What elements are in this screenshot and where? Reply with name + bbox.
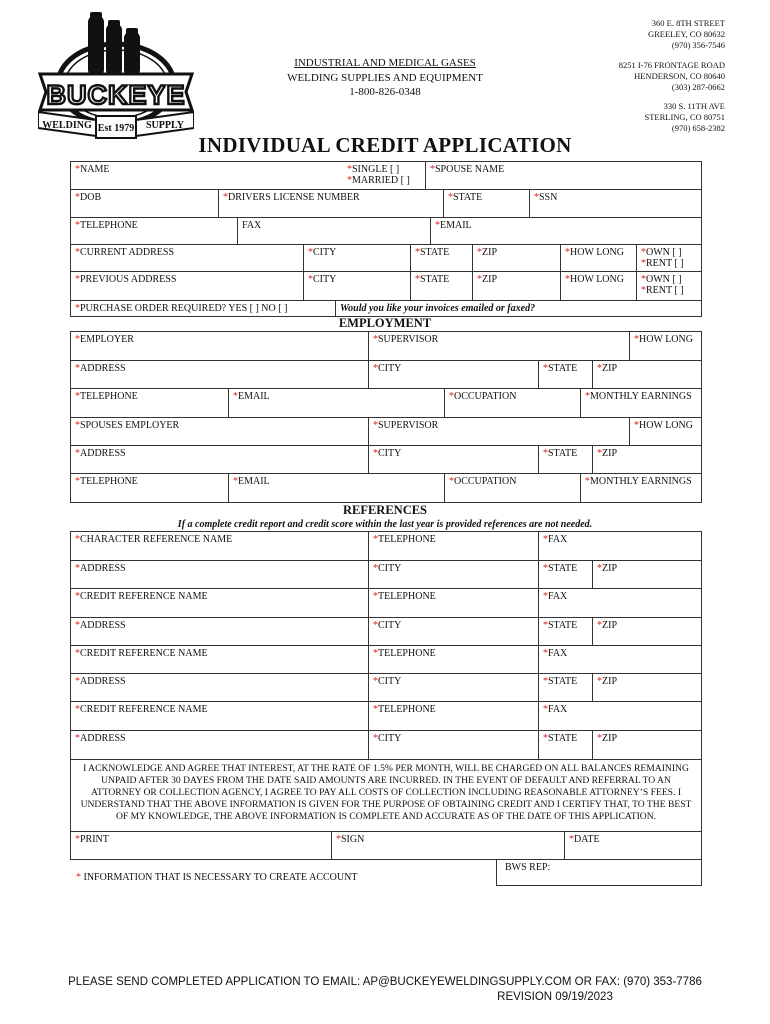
telephone-field[interactable]: *TELEPHONE	[75, 220, 138, 231]
location-sterling	[525, 101, 725, 134]
required-asterisk: *	[597, 733, 602, 744]
applicant-row-current-address	[70, 244, 702, 272]
required-asterisk: *	[543, 591, 548, 602]
required-asterisk: *	[477, 274, 482, 285]
employer-how-long-field[interactable]: *HOW LONG	[629, 332, 701, 360]
reference-row-credit-3	[70, 701, 702, 731]
required-asterisk: *	[373, 591, 378, 602]
required-asterisk: *	[435, 220, 440, 231]
required-asterisk: *	[373, 334, 378, 345]
drivers-license-field[interactable]: *DRIVERS LICENSE NUMBER	[218, 190, 443, 217]
credit-reference-2-name-field[interactable]: *CREDIT REFERENCE NAME	[75, 648, 208, 659]
required-asterisk: *	[569, 834, 574, 845]
location-phone: (970) 658-2382	[671, 123, 725, 133]
required-asterisk: *	[75, 274, 80, 285]
credit-reference-1-state-field[interactable]: *STATE	[538, 618, 592, 645]
required-asterisk: *	[565, 247, 570, 258]
required-asterisk: *	[534, 192, 539, 203]
current-city-field[interactable]: *CITY	[303, 245, 410, 271]
required-asterisk: *	[373, 620, 378, 631]
previous-zip-field[interactable]: *ZIP	[472, 272, 560, 300]
employer-email-field[interactable]: *EMAIL	[228, 389, 444, 417]
company-description	[270, 56, 500, 100]
required-asterisk: *	[543, 676, 548, 687]
print-name-field[interactable]: *PRINT	[75, 834, 109, 845]
required-asterisk: *	[373, 420, 378, 431]
spouse-name-field[interactable]: *SPOUSE NAME	[425, 162, 701, 189]
required-asterisk: *	[597, 620, 602, 631]
required-asterisk: *	[373, 534, 378, 545]
location-phone: (970) 356-7546	[671, 40, 725, 50]
location-city: GREELEY, CO 80632	[647, 29, 725, 39]
character-reference-zip-field[interactable]: *ZIP	[592, 561, 701, 588]
required-asterisk: *	[543, 448, 548, 459]
bws-rep-label: BWS REP:	[505, 862, 551, 873]
page-title: INDIVIDUAL CREDIT APPLICATION	[198, 133, 572, 157]
required-asterisk: *	[75, 591, 80, 602]
required-asterisk: *	[75, 334, 80, 345]
required-asterisk: *	[430, 164, 435, 175]
reference-row-credit-2-address	[70, 673, 702, 702]
required-asterisk: *	[75, 391, 80, 402]
logo-left: WELDING	[42, 120, 92, 131]
location-henderson	[525, 60, 725, 93]
required-asterisk: *	[543, 704, 548, 715]
credit-reference-1-city-field[interactable]: *CITY	[368, 618, 538, 645]
credit-reference-1-address-field[interactable]: *ADDRESS	[75, 620, 126, 631]
required-asterisk: *	[634, 420, 639, 431]
required-asterisk: *	[75, 620, 80, 631]
spouse-zip-field[interactable]: *ZIP	[592, 446, 701, 473]
credit-reference-2-telephone-field[interactable]: *TELEPHONE	[368, 646, 538, 673]
required-asterisk: *	[75, 303, 80, 314]
footer-send-instructions: PLEASE SEND COMPLETED APPLICATION TO EMAIL: AP@BUCKEYEWELDINGSUPPLY.COM OR FAX: (970) 353-7786	[68, 976, 702, 988]
marital-status-field[interactable]: *SINGLE [ ] *MARRIED [ ]	[347, 164, 410, 186]
required-asterisk: *	[373, 448, 378, 459]
required-asterisk: *	[75, 534, 80, 545]
header-line2: WELDING SUPPLIES AND EQUIPMENT	[287, 71, 483, 84]
credit-reference-3-fax-field[interactable]: *FAX	[538, 702, 701, 730]
reference-row-credit-3-address	[70, 730, 702, 760]
header-phone: 1-800-826-0348	[349, 86, 421, 98]
required-asterisk: *	[448, 192, 453, 203]
footer-revision: REVISION 09/19/2023	[497, 991, 613, 1003]
ssn-field[interactable]: *SSN	[529, 190, 701, 217]
required-asterisk: *	[373, 648, 378, 659]
required-asterisk: *	[75, 192, 80, 203]
employment-heading: EMPLOYMENT	[338, 316, 432, 330]
current-state-field[interactable]: *STATE	[410, 245, 472, 271]
invoice-delivery-field[interactable]: Would you like your invoices emailed or faxed?	[335, 301, 701, 316]
employer-zip-field[interactable]: *ZIP	[592, 361, 701, 388]
required-asterisk: *	[585, 391, 590, 402]
reference-row-credit-1	[70, 588, 702, 618]
required-asterisk: *	[641, 258, 646, 269]
dl-state-field[interactable]: *STATE	[443, 190, 529, 217]
required-asterisk: *	[308, 247, 313, 258]
character-reference-fax-field[interactable]: *FAX	[538, 532, 701, 560]
character-reference-state-field[interactable]: *STATE	[538, 561, 592, 588]
required-asterisk: *	[477, 247, 482, 258]
required-asterisk: *	[373, 676, 378, 687]
character-reference-telephone-field[interactable]: *TELEPHONE	[368, 532, 538, 560]
spouse-email-field[interactable]: *EMAIL	[228, 474, 444, 502]
monthly-earnings-field[interactable]: *MONTHLY EARNINGS	[580, 389, 701, 417]
credit-reference-2-address-field[interactable]: *ADDRESS	[75, 676, 126, 687]
required-asterisk: *	[75, 676, 80, 687]
credit-reference-2-fax-field[interactable]: *FAX	[538, 646, 701, 673]
required-asterisk: *	[75, 363, 80, 374]
credit-reference-1-fax-field[interactable]: *FAX	[538, 589, 701, 617]
required-asterisk: *	[308, 274, 313, 285]
credit-reference-2-zip-field[interactable]: *ZIP	[592, 674, 701, 701]
required-asterisk: *	[347, 175, 352, 186]
required-asterisk: *	[233, 476, 238, 487]
required-asterisk: *	[597, 448, 602, 459]
references-heading: REFERENCES	[342, 503, 428, 517]
occupation-field[interactable]: *OCCUPATION	[444, 389, 580, 417]
required-asterisk: *	[641, 274, 646, 285]
applicant-row-previous-address	[70, 271, 702, 301]
location-street: 360 E. 8TH STREET	[651, 18, 725, 28]
spouse-monthly-earnings-field[interactable]: *MONTHLY EARNINGS	[580, 474, 701, 502]
dob-field[interactable]: *DOB	[75, 192, 102, 203]
required-asterisk: *	[543, 648, 548, 659]
required-asterisk: *	[373, 363, 378, 374]
spouse-city-field[interactable]: *CITY	[368, 446, 538, 473]
employment-row-address	[70, 360, 702, 389]
logo-est: Est 1979	[97, 123, 135, 134]
location-city: STERLING, CO 80751	[644, 112, 725, 122]
reference-row-credit-1-address	[70, 617, 702, 646]
required-asterisk: *	[75, 834, 80, 845]
required-note	[76, 872, 357, 883]
current-own-rent-field[interactable]: *OWN [ ] *RENT [ ]	[636, 245, 701, 271]
applicant-row-phone	[70, 217, 702, 245]
required-asterisk: *	[449, 476, 454, 487]
required-asterisk: *	[75, 733, 80, 744]
character-reference-name-field[interactable]: *CHARACTER REFERENCE NAME	[75, 534, 233, 545]
spouse-occupation-field[interactable]: *OCCUPATION	[444, 474, 580, 502]
required-asterisk: *	[75, 476, 80, 487]
bws-rep-box[interactable]	[496, 859, 702, 886]
credit-reference-1-name-field[interactable]: *CREDIT REFERENCE NAME	[75, 591, 208, 602]
current-how-long-field[interactable]: *HOW LONG	[560, 245, 636, 271]
required-asterisk: *	[75, 563, 80, 574]
required-asterisk: *	[543, 363, 548, 374]
reference-row-character-address	[70, 560, 702, 589]
credit-reference-1-zip-field[interactable]: *ZIP	[592, 618, 701, 645]
credit-reference-3-address-field[interactable]: *ADDRESS	[75, 733, 126, 744]
employer-state-field[interactable]: *STATE	[538, 361, 592, 388]
email-field[interactable]: *EMAIL	[430, 218, 701, 244]
name-field[interactable]: *NAME	[75, 164, 110, 175]
employer-city-field[interactable]: *CITY	[368, 361, 538, 388]
required-asterisk: *	[543, 563, 548, 574]
required-asterisk: *	[641, 247, 646, 258]
employment-row-spouse-address	[70, 445, 702, 474]
reference-row-credit-2	[70, 645, 702, 674]
required-asterisk: *	[585, 476, 590, 487]
employment-row-telephone	[70, 388, 702, 418]
previous-how-long-field[interactable]: *HOW LONG	[560, 272, 636, 300]
required-asterisk: *	[223, 192, 228, 203]
previous-state-field[interactable]: *STATE	[410, 272, 472, 300]
required-asterisk: *	[597, 563, 602, 574]
required-asterisk: *	[634, 334, 639, 345]
required-asterisk: *	[597, 363, 602, 374]
credit-reference-3-city-field[interactable]: *CITY	[368, 731, 538, 759]
location-phone: (303) 287-0662	[671, 82, 725, 92]
required-asterisk: *	[565, 274, 570, 285]
signature-row	[70, 831, 702, 860]
employment-row-employer	[70, 331, 702, 361]
spouse-telephone-field[interactable]: *TELEPHONE	[75, 476, 138, 487]
previous-own-rent-field[interactable]: *OWN [ ] *RENT [ ]	[636, 272, 701, 300]
credit-reference-3-telephone-field[interactable]: *TELEPHONE	[368, 702, 538, 730]
fax-field[interactable]: FAX	[237, 218, 430, 244]
legal-acknowledgement: I ACKNOWLEDGE AND AGREE THAT INTEREST, AT THE RATE OF 1.5% PER MONTH, WILL BE CHARGED ON ALL BALANCES REMAINING UNPAID AFTER 30 DAYES FROM THE DATE SAID AMOUNTS ARE INCURRED. IN THE EVENT OF DEFAULT AND REFERRAL TO AN ATTORNEY OR COLLECTION AGENCY, I AGREE TO PAY ALL COSTS OF COLLECTION INCLUDING REASONABLE ATTORNEY’S FEES. I UNDERSTAND THAT THE ABOVE INFORMATION IS GIVEN FOR THE PURPOSE OF OBTAINING CREDIT AND I CERTIFY THAT, TO THE BEST OF MY KNOWLEDGE, THE ABOVE INFORMATION IS COMPLETE AND ACCURATE AS OF THE DATE OF THIS APPLICATION.	[70, 759, 702, 833]
buckeye-logo	[38, 12, 194, 142]
character-reference-city-field[interactable]: *CITY	[368, 561, 538, 588]
date-field[interactable]: *DATE	[564, 832, 701, 859]
purchase-order-field[interactable]: *PURCHASE ORDER REQUIRED? YES [ ] NO [ ]	[75, 303, 288, 314]
credit-reference-2-city-field[interactable]: *CITY	[368, 674, 538, 701]
required-asterisk: *	[597, 676, 602, 687]
header-line1: INDUSTRIAL AND MEDICAL GASES	[294, 57, 476, 69]
employer-telephone-field[interactable]: *TELEPHONE	[75, 391, 138, 402]
applicant-row-po	[70, 300, 702, 317]
required-asterisk: *	[449, 391, 454, 402]
location-city: HENDERSON, CO 80640	[634, 71, 725, 81]
employer-field[interactable]: *EMPLOYER	[75, 334, 134, 345]
supervisor-field[interactable]: *SUPERVISOR	[368, 332, 629, 360]
current-zip-field[interactable]: *ZIP	[472, 245, 560, 271]
signature-field[interactable]: *SIGN	[331, 832, 564, 859]
spouse-supervisor-field[interactable]: *SUPERVISOR	[368, 418, 629, 445]
logo-right: SUPPLY	[146, 120, 184, 131]
credit-reference-3-state-field[interactable]: *STATE	[538, 731, 592, 759]
required-asterisk: *	[373, 563, 378, 574]
required-asterisk: *	[75, 704, 80, 715]
spouse-how-long-field[interactable]: *HOW LONG	[629, 418, 701, 445]
credit-reference-3-name-field[interactable]: *CREDIT REFERENCE NAME	[75, 704, 208, 715]
employment-row-spouse-telephone	[70, 473, 702, 503]
required-asterisk: *	[543, 733, 548, 744]
location-street: 330 S. 11TH AVE	[663, 101, 725, 111]
required-asterisk: *	[543, 620, 548, 631]
credit-reference-1-telephone-field[interactable]: *TELEPHONE	[368, 589, 538, 617]
location-greeley	[525, 18, 725, 51]
required-asterisk: *	[336, 834, 341, 845]
required-asterisk: *	[543, 534, 548, 545]
previous-city-field[interactable]: *CITY	[303, 272, 410, 300]
spouse-state-field[interactable]: *STATE	[538, 446, 592, 473]
spouse-employer-field[interactable]: *SPOUSES EMPLOYER	[75, 420, 180, 431]
applicant-row-name	[70, 161, 702, 190]
required-asterisk: *	[75, 420, 80, 431]
required-asterisk: *	[233, 391, 238, 402]
reference-row-character	[70, 531, 702, 561]
previous-address-field[interactable]: *PREVIOUS ADDRESS	[75, 274, 177, 285]
credit-reference-3-zip-field[interactable]: *ZIP	[592, 731, 701, 759]
required-asterisk: *	[415, 247, 420, 258]
employment-row-spouse-employer	[70, 417, 702, 446]
required-asterisk: *	[373, 733, 378, 744]
required-asterisk: *	[373, 704, 378, 715]
current-address-field[interactable]: *CURRENT ADDRESS	[75, 247, 175, 258]
logo-name: BUCKEYE	[46, 80, 186, 110]
required-asterisk: *	[75, 648, 80, 659]
required-note-text: INFORMATION THAT IS NECESSARY TO CREATE ACCOUNT	[83, 872, 358, 883]
applicant-row-dob	[70, 189, 702, 218]
references-note: If a complete credit report and credit score within the last year is provided references are not needed.	[177, 519, 593, 530]
credit-reference-2-state-field[interactable]: *STATE	[538, 674, 592, 701]
location-street: 8251 I-76 FRONTAGE ROAD	[618, 60, 725, 70]
required-asterisk: *	[415, 274, 420, 285]
required-asterisk: *	[75, 247, 80, 258]
employer-address-field[interactable]: *ADDRESS	[75, 363, 126, 374]
required-asterisk: *	[75, 220, 80, 231]
required-asterisk: *	[347, 164, 352, 175]
required-asterisk: *	[75, 164, 80, 175]
required-asterisk: *	[76, 872, 81, 883]
character-reference-address-field[interactable]: *ADDRESS	[75, 563, 126, 574]
spouse-address-field[interactable]: *ADDRESS	[75, 448, 126, 459]
required-asterisk: *	[641, 285, 646, 296]
required-asterisk: *	[75, 448, 80, 459]
